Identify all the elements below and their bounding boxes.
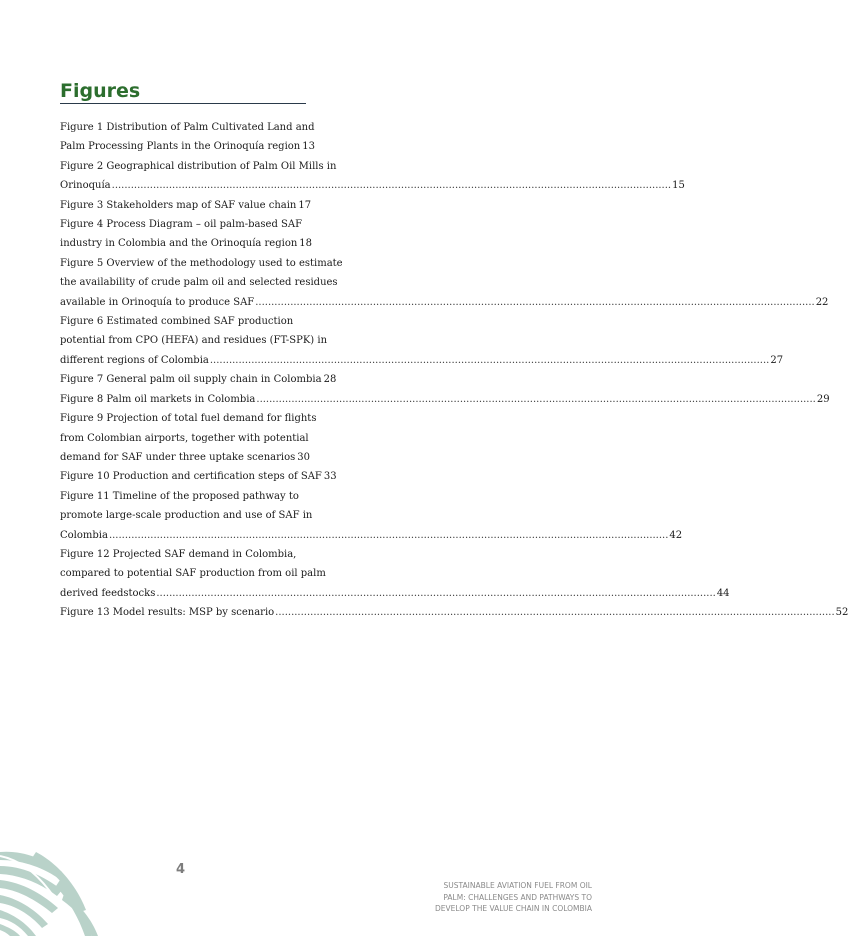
dot-leader bbox=[255, 293, 814, 312]
figure-entry-line bbox=[60, 137, 315, 156]
figure-page-number: 44 bbox=[716, 587, 730, 599]
figure-entry-line bbox=[60, 176, 685, 195]
figure-entry-line bbox=[60, 487, 304, 506]
footer-title-line: PALM: CHALLENGES AND PATHWAYS TO bbox=[443, 892, 592, 902]
figure-entry-line bbox=[60, 351, 784, 370]
figure-entry-line bbox=[60, 545, 304, 564]
figure-page-number: 33 bbox=[323, 471, 337, 483]
figure-entry-line bbox=[60, 429, 309, 448]
footer-title-line: SUSTAINABLE AVIATION FUEL FROM OIL bbox=[443, 881, 592, 890]
figure-entry-line bbox=[60, 603, 848, 622]
figure-page-number: 22 bbox=[815, 296, 829, 308]
figure-title-text: Figure 8 Palm oil markets in Colombia bbox=[60, 393, 256, 405]
figure-title-text: Figure 10 Production and certification steps of SAF bbox=[60, 471, 322, 483]
figure-page-number: 13 bbox=[302, 141, 315, 153]
figure-title-text: demand for SAF under three uptake scenarios bbox=[60, 451, 296, 463]
figure-page-number: 52 bbox=[835, 607, 848, 619]
figure-entry[interactable] bbox=[60, 467, 337, 486]
figure-page-number: 30 bbox=[297, 451, 310, 463]
figure-title-text: Palm Processing Plants in the Orinoquía region bbox=[60, 141, 301, 153]
figure-entry[interactable] bbox=[60, 196, 312, 215]
dot-leader bbox=[256, 390, 815, 409]
section-title: Figures bbox=[60, 80, 141, 102]
figure-entry-line bbox=[60, 331, 328, 350]
figure-entry-line bbox=[60, 390, 830, 409]
figure-entry-line bbox=[60, 234, 313, 253]
figure-entry[interactable] bbox=[60, 487, 683, 545]
figure-title-text: Figure 4 Process Diagram – oil palm-based SAF bbox=[60, 219, 303, 231]
dot-leader bbox=[210, 351, 769, 370]
figure-entry[interactable] bbox=[60, 370, 337, 389]
figure-entry-line bbox=[60, 312, 304, 331]
figure-entry-line bbox=[60, 409, 317, 428]
figure-title-text: Colombia bbox=[60, 529, 108, 541]
figure-entry[interactable] bbox=[60, 118, 315, 157]
figure-page-number: 15 bbox=[672, 180, 685, 192]
figure-entry-line bbox=[60, 215, 304, 234]
dot-leader bbox=[156, 584, 715, 603]
footer-title-line: DEVELOP THE VALUE CHAIN IN COLOMBIA bbox=[435, 904, 592, 913]
figure-title-text: Figure 1 Distribution of Palm Cultivated Land and bbox=[60, 122, 315, 133]
figure-entry-line bbox=[60, 273, 338, 292]
figure-title-text: Figure 13 Model results: MSP by scenario bbox=[60, 607, 275, 619]
figure-title-text: Orinoquía bbox=[60, 180, 111, 192]
figure-title-text: the availability of crude palm oil and selected residues bbox=[60, 277, 338, 289]
figure-title-text: Figure 11 Timeline of the proposed pathway to bbox=[60, 490, 299, 502]
page-number: 4 bbox=[176, 862, 186, 877]
figure-title-text: derived feedstocks bbox=[60, 587, 156, 599]
figure-entry[interactable] bbox=[60, 157, 685, 196]
figure-title-text: Figure 12 Projected SAF demand in Colombia, bbox=[60, 548, 297, 560]
figure-entry[interactable] bbox=[60, 545, 730, 603]
figure-title-text: from Colombian airports, together with potential bbox=[60, 432, 309, 444]
figure-entry-line bbox=[60, 506, 313, 525]
figure-title-text: Figure 5 Overview of the methodology used to estimate bbox=[60, 257, 343, 269]
dot-leader bbox=[109, 526, 668, 545]
figure-title-text: Figure 6 Estimated combined SAF production bbox=[60, 316, 294, 328]
figure-title-text: available in Orinoquía to produce SAF bbox=[60, 296, 255, 308]
dot-leader bbox=[112, 176, 671, 195]
figure-entry[interactable] bbox=[60, 409, 317, 467]
figure-title-text: Figure 9 Projection of total fuel demand for flights bbox=[60, 413, 317, 425]
figure-title-text: industry in Colombia and the Orinoquía region bbox=[60, 238, 298, 250]
figure-entry-line bbox=[60, 157, 337, 176]
figure-entry-line bbox=[60, 118, 315, 137]
figure-entry-line bbox=[60, 448, 310, 467]
figure-page-number: 17 bbox=[298, 199, 312, 211]
figure-entry-line bbox=[60, 584, 730, 603]
figure-title-text: different regions of Colombia bbox=[60, 354, 209, 366]
figure-entry[interactable] bbox=[60, 390, 830, 409]
figure-title-text: Figure 7 General palm oil supply chain in Colombia bbox=[60, 374, 322, 386]
figure-entry[interactable] bbox=[60, 254, 829, 312]
figure-entry-line bbox=[60, 564, 326, 583]
figure-title-text: potential from CPO (HEFA) and residues (FT-SPK) in bbox=[60, 335, 328, 347]
figure-entry[interactable] bbox=[60, 312, 784, 370]
figure-page-number: 18 bbox=[299, 238, 313, 250]
palm-leaf-icon bbox=[0, 850, 110, 936]
figure-page-number: 28 bbox=[323, 374, 337, 386]
figure-entry-line bbox=[60, 370, 337, 389]
heading-underline bbox=[60, 103, 306, 104]
figure-entry[interactable] bbox=[60, 215, 313, 254]
figure-title-text: compared to potential SAF production from oil palm bbox=[60, 568, 326, 580]
footer-document-title bbox=[412, 880, 592, 915]
figure-title-text: Figure 2 Geographical distribution of Palm Oil Mills in bbox=[60, 160, 337, 172]
figure-entry-line bbox=[60, 196, 312, 215]
figure-entry-line bbox=[60, 526, 683, 545]
figure-title-text: Figure 3 Stakeholders map of SAF value chain bbox=[60, 199, 297, 211]
dot-leader bbox=[275, 603, 834, 622]
list-of-figures bbox=[60, 118, 848, 623]
figure-entry[interactable] bbox=[60, 603, 848, 622]
figure-title-text: promote large-scale production and use of SAF in bbox=[60, 510, 313, 522]
figure-page-number: 29 bbox=[816, 393, 830, 405]
figure-page-number: 42 bbox=[669, 529, 683, 541]
figure-entry-line bbox=[60, 467, 337, 486]
figure-entry-line bbox=[60, 254, 343, 273]
figure-page-number: 27 bbox=[770, 354, 784, 366]
figure-entry-line bbox=[60, 293, 829, 312]
